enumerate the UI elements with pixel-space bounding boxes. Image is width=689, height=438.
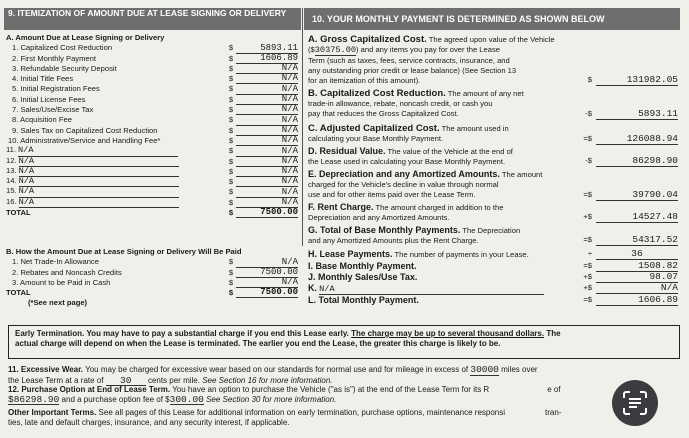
dollar-sign: $ xyxy=(228,187,234,197)
amount-due-item-row xyxy=(6,126,298,136)
monthly-tax-operator: +$ xyxy=(583,272,592,281)
other-terms-section xyxy=(8,408,678,427)
gross-cap-text-3: Term (such as taxes, fees, service contracts, insurance, and xyxy=(308,56,510,65)
section-10-header: 10. YOUR MONTHLY PAYMENT IS DETERMINED AS SHOWN BELOW xyxy=(304,8,680,30)
payment-method-item-value: N/A xyxy=(236,278,298,288)
total-monthly-heading: L. Total Monthly Payment. xyxy=(308,295,419,305)
early-termination-box xyxy=(8,325,680,359)
payment-method-item-row xyxy=(6,257,298,267)
lease-payments-operator: ÷ xyxy=(587,249,592,258)
dollar-sign: $ xyxy=(228,74,234,84)
gross-cap-text-5: for an itemization of this amount). xyxy=(308,76,421,85)
excess-miles-value: 30000 xyxy=(470,364,499,375)
column-divider xyxy=(302,8,303,246)
total-base-text: The Depreciation xyxy=(462,226,521,235)
other-monthly-item xyxy=(308,283,680,295)
amount-due-other-item-number: 16. xyxy=(6,196,17,206)
depreciation-value: 39790.04 xyxy=(596,190,678,201)
amount-due-other-item-number: 11. xyxy=(6,145,16,155)
purchase-option-heading: 12. Purchase Option at End of Lease Term. xyxy=(8,385,171,394)
total-monthly-payment xyxy=(308,295,680,305)
amount-due-other-item-number: 14. xyxy=(6,176,17,186)
purchase-option-section xyxy=(8,385,678,405)
total-monthly-value: 1606.89 xyxy=(596,295,678,306)
amount-due-title: A. Amount Due at Lease Signing or Delivery xyxy=(6,33,165,42)
cap-reduction-text-2: trade-in allowance, rebate, noncash credit, or cash you xyxy=(308,99,493,108)
residual-value-amount: 86298.90 xyxy=(596,156,678,167)
adjusted-cap-value: 126088.94 xyxy=(596,134,678,145)
amount-due-blank-items xyxy=(6,146,298,208)
residual-text: The value of the Vehicle at the end of xyxy=(387,147,513,156)
purchase-option-text-2: and a purchase option fee of $ xyxy=(61,394,170,404)
rent-charge-value: 14527.48 xyxy=(596,212,678,223)
amount-due-item-row xyxy=(6,84,298,94)
rent-charge-text: The amount charged in addition to the xyxy=(375,203,504,212)
monthly-tax-value: 98.07 xyxy=(596,272,678,283)
depreciation-text: The amount xyxy=(501,170,543,179)
dollar-sign: $ xyxy=(228,53,234,63)
amount-due-other-item-description: N/A xyxy=(19,156,179,167)
purchase-option-reference: See Section 30 for more information. xyxy=(206,394,337,404)
dollar-sign: $ xyxy=(228,288,234,298)
amount-due-other-item-number: 15. xyxy=(6,186,17,196)
depreciation xyxy=(308,169,680,200)
amount-due-item-value: N/A xyxy=(236,126,298,136)
amount-due-other-item-description: N/A xyxy=(19,166,179,177)
adjusted-cap-text: The amount used in xyxy=(441,124,509,133)
other-item-value: N/A xyxy=(596,283,678,294)
rent-charge-text-2: Depreciation and any Amortized Amounts. xyxy=(308,213,450,222)
amount-due-item-value: N/A xyxy=(236,74,298,84)
amount-due-total-label: TOTAL xyxy=(6,208,31,218)
cap-reduction-heading: B. Capitalized Cost Reduction. xyxy=(308,88,446,99)
amount-due-item-value: N/A xyxy=(236,116,298,126)
lease-payments-count: 36 xyxy=(596,249,678,260)
payment-method-item-row xyxy=(6,268,298,278)
adjusted-cap-operator: =$ xyxy=(583,134,592,143)
amount-due-other-item-value: N/A xyxy=(236,198,298,208)
amount-due-item-value: N/A xyxy=(236,105,298,115)
amount-due-other-item-description: N/A xyxy=(19,186,179,197)
rent-charge-heading: F. Rent Charge. xyxy=(308,202,374,212)
early-termination-heading: Early Termination. xyxy=(15,329,85,338)
dollar-sign: $ xyxy=(228,257,234,267)
amount-due-other-item-description: N/A xyxy=(19,176,179,187)
total-base-text-2: and any Amortized Amounts plus the Rent Charge. xyxy=(308,236,479,245)
purchase-option-amount: $86298.90 xyxy=(8,393,60,405)
payment-method-item-label: 3. Amount to be Paid in Cash xyxy=(12,277,111,287)
amount-due-other-item-number: 13. xyxy=(6,165,17,175)
vehicle-agreed-value: 30375.00 xyxy=(314,45,357,55)
excessive-wear-text-2b: cents per mile. xyxy=(147,375,200,385)
early-termination-text-2: actual charge will depend on when the Lease is terminated. The earlier you end the Lease, the greater this charge is likely to be. xyxy=(15,339,501,348)
early-termination-text: You may have to pay a substantial charge if you end this Lease early. xyxy=(86,329,349,338)
amount-due-item-row xyxy=(6,115,298,125)
cap-reduction-value: 5893.11 xyxy=(596,109,678,120)
gross-cap-text-2: ) and any items you pay for over the Lease xyxy=(356,45,500,54)
amount-due-items xyxy=(6,43,298,146)
amount-due-item-label: 8. Acquisition Fee xyxy=(12,115,72,125)
other-terms-text-2: ties, late and default charges, insurance, and any security interest, if applicable. xyxy=(8,417,290,427)
early-termination-text-b: The xyxy=(546,329,561,338)
dollar-sign: $ xyxy=(228,43,234,53)
amount-due-item-value: 1606.89 xyxy=(236,54,298,64)
depreciation-heading: E. Depreciation and any Amortized Amounts. xyxy=(308,169,500,179)
payment-method-title: B. How the Amount Due at Lease Signing or Delivery Will Be Paid xyxy=(6,247,242,256)
total-base-value: 54317.52 xyxy=(596,235,678,246)
amount-due-item-row xyxy=(6,43,298,53)
dollar-sign: $ xyxy=(228,208,234,218)
monthly-sales-tax xyxy=(308,272,680,282)
amount-due-item-value: N/A xyxy=(236,85,298,95)
amount-due-item-value: 5893.11 xyxy=(236,44,298,54)
excess-mile-rate: 30 xyxy=(106,376,146,387)
depreciation-text-3: use and for other items paid over the Lease Term. xyxy=(308,190,476,199)
dollar-sign: $ xyxy=(228,156,234,166)
lease-payments-text: The number of payments in your Lease. xyxy=(394,250,529,259)
excessive-wear-section xyxy=(8,365,678,386)
adjusted-cap-heading: C. Adjusted Capitalized Cost. xyxy=(308,123,440,134)
dollar-sign: $ xyxy=(228,146,234,156)
base-monthly-value: 1508.82 xyxy=(596,261,678,272)
dollar-sign: $ xyxy=(228,197,234,207)
dollar-sign: $ xyxy=(228,267,234,277)
amount-due-other-item-description: N/A xyxy=(19,197,179,208)
other-item-description: N/A xyxy=(319,284,544,295)
excessive-wear-reference: See Section 16 for more information. xyxy=(202,375,333,385)
payment-method-items xyxy=(6,257,298,288)
other-item-operator: +$ xyxy=(583,283,592,292)
amount-due-item-label: 4. Initial Title Fees xyxy=(12,74,74,84)
amount-due-total-row xyxy=(6,208,298,218)
cap-reduction-text-3: pay that reduces the Gross Capitalized Cost. xyxy=(308,109,459,118)
rent-charge xyxy=(308,202,680,223)
payment-method-total-value: 7500.00 xyxy=(236,288,298,298)
amount-due-other-item-value: N/A xyxy=(236,177,298,187)
residual-text-2: the Lease used in calculating your Base Monthly Payment. xyxy=(308,157,506,166)
dollar-sign: $ xyxy=(228,277,234,287)
monthly-tax-heading: J. Monthly Sales/Use Tax. xyxy=(308,272,418,282)
total-monthly-operator: =$ xyxy=(583,295,592,304)
gross-cap-heading: A. Gross Capitalized Cost. xyxy=(308,34,427,45)
dollar-sign: $ xyxy=(228,63,234,73)
amount-due-item-label: 6. Initial License Fees xyxy=(12,94,86,104)
gross-cap-text-4: any outstanding prior credit or lease balance) (See Section 13 xyxy=(308,66,517,75)
amount-due-item-label: 3. Refundable Security Deposit xyxy=(12,63,117,73)
other-item-number: K. xyxy=(308,283,317,293)
lease-payments-heading: H. Lease Payments. xyxy=(308,249,393,259)
amount-due-item-label: 5. Initial Registration Fees xyxy=(12,84,100,94)
text-scan-button[interactable] xyxy=(612,380,658,426)
excessive-wear-text-2: the Lease Term at a rate of xyxy=(8,375,104,385)
see-next-page-note: (*See next page) xyxy=(28,298,88,308)
gross-capitalized-cost xyxy=(308,35,680,86)
amount-due-item-label: 7. Sales/Use/Excise Tax xyxy=(12,105,94,115)
amount-due-item-row xyxy=(6,54,298,64)
amount-due-item-value: N/A xyxy=(236,95,298,105)
other-terms-text: See all pages of this Lease for additional information on early termination, purchase options, maintenance responsi xyxy=(98,408,506,417)
early-termination-warning: The charge may be up to several thousand dollars. xyxy=(351,329,545,338)
other-terms-text-b: tran- xyxy=(545,408,562,417)
amount-due-section xyxy=(6,33,298,218)
base-monthly-operator: =$ xyxy=(583,261,592,270)
amount-due-item-label: 9. Sales Tax on Capitalized Cost Reduction xyxy=(12,125,158,135)
residual-heading: D. Residual Value. xyxy=(308,146,386,156)
excessive-wear-heading: 11. Excessive Wear. xyxy=(8,365,84,374)
payment-method-item-value: 7500.00 xyxy=(236,268,298,278)
cap-reduction-text: The amount of any net xyxy=(447,89,524,98)
payment-method-section xyxy=(6,247,298,309)
total-base-heading: G. Total of Base Monthly Payments. xyxy=(308,225,461,235)
capitalized-cost-reduction xyxy=(308,89,680,119)
amount-due-item-label: 2. First Monthly Payment xyxy=(12,53,96,63)
depreciation-operator: =$ xyxy=(583,190,592,199)
dollar-sign: $ xyxy=(228,105,234,115)
cap-reduction-operator: -$ xyxy=(585,109,592,118)
lease-payments xyxy=(308,249,680,260)
amount-due-other-item-value: N/A xyxy=(236,157,298,167)
dollar-sign: $ xyxy=(228,84,234,94)
dollar-sign: $ xyxy=(228,125,234,135)
amount-due-item-label: 10. Administrative/Service and Handling Fee* xyxy=(8,135,161,145)
total-base-monthly-payments xyxy=(308,225,680,246)
amount-due-item-value: N/A xyxy=(236,136,298,146)
amount-due-item-row xyxy=(6,64,298,74)
gross-cap-operator: $ xyxy=(587,75,592,84)
adjusted-capitalized-cost xyxy=(308,124,680,144)
amount-due-other-item-row xyxy=(6,198,298,208)
gross-cap-paren: ($ xyxy=(308,45,315,54)
amount-due-item-row xyxy=(6,105,298,115)
amount-due-other-item-description: N/A xyxy=(18,145,178,156)
base-monthly-heading: I. Base Monthly Payment. xyxy=(308,261,417,271)
base-monthly-payment xyxy=(308,261,680,271)
payment-method-item-row xyxy=(6,278,298,288)
depreciation-text-2: charged for the Vehicle's decline in value through normal xyxy=(308,180,499,189)
amount-due-item-label: 1. Capitalized Cost Reduction xyxy=(12,43,113,53)
amount-due-other-item-number: 12. xyxy=(6,155,17,165)
dollar-sign: $ xyxy=(228,115,234,125)
payment-method-item-label: 2. Rebates and Noncash Credits xyxy=(12,267,122,277)
excessive-wear-text: You may be charged for excessive wear based on our standards for normal use and for mileage in excess of xyxy=(85,365,469,374)
residual-value xyxy=(308,146,680,167)
purchase-option-fee: 300.00 xyxy=(169,393,204,405)
dollar-sign: $ xyxy=(228,166,234,176)
gross-cap-value: 131982.05 xyxy=(596,75,678,86)
dollar-sign: $ xyxy=(228,135,234,145)
payment-method-item-value: N/A xyxy=(236,258,298,268)
amount-due-other-item-value: N/A xyxy=(236,188,298,198)
payment-method-total-row xyxy=(6,288,298,298)
amount-due-other-item-value: N/A xyxy=(236,147,298,157)
amount-due-other-item-value: N/A xyxy=(236,167,298,177)
payment-method-item-label: 1. Net Trade-In Allowance xyxy=(12,257,99,267)
section-9-header: 9. ITEMIZATION OF AMOUNT DUE AT LEASE SIGNING OR DELIVERY xyxy=(4,8,301,30)
residual-operator: -$ xyxy=(585,156,592,165)
rent-charge-operator: +$ xyxy=(583,212,592,221)
gross-cap-text: The agreed upon value of the Vehicle xyxy=(428,35,555,44)
total-base-operator: =$ xyxy=(583,235,592,244)
excessive-wear-text-b: miles over xyxy=(501,365,538,374)
amount-due-other-item-label xyxy=(6,197,226,208)
purchase-option-text-b: e of xyxy=(547,385,561,394)
amount-due-total-value: 7500.00 xyxy=(236,208,298,218)
dollar-sign: $ xyxy=(228,177,234,187)
amount-due-item-row xyxy=(6,74,298,84)
payment-method-total-label: TOTAL xyxy=(6,288,31,298)
amount-due-item-value: N/A xyxy=(236,64,298,74)
dollar-sign: $ xyxy=(228,94,234,104)
amount-due-item-row xyxy=(6,95,298,105)
purchase-option-text: You have an option to purchase the Vehicle ("as is") at the end of the Lease Term for its R xyxy=(172,385,490,394)
other-terms-heading: Other Important Terms. xyxy=(8,408,97,417)
text-scan-icon xyxy=(622,390,648,416)
adjusted-cap-text-2: calculating your Base Monthly Payment. xyxy=(308,134,444,143)
